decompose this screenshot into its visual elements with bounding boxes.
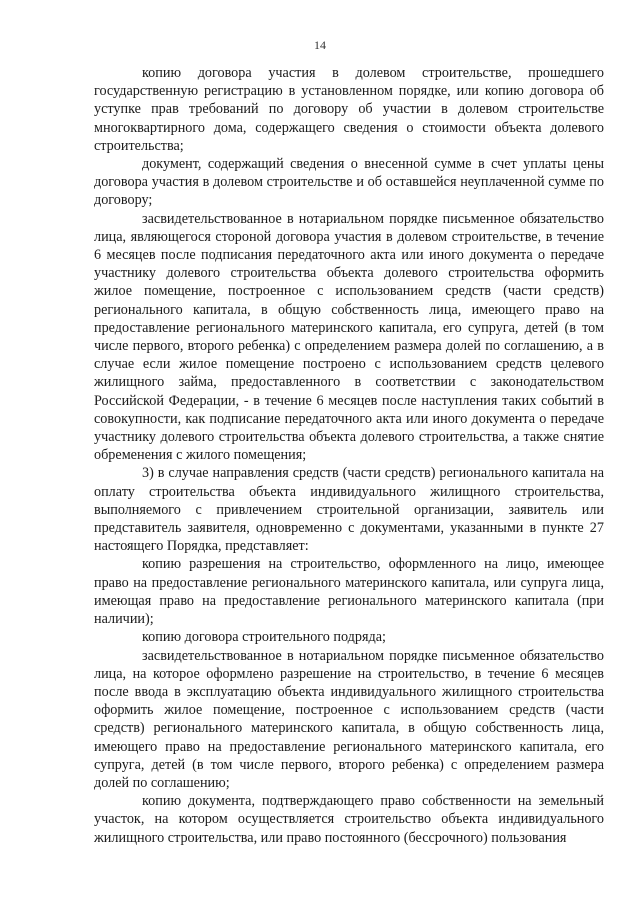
paragraph-land-ownership-document: копию документа, подтверждающего право собственности на земельный участок, на котором осуществляется строительство объекта индивидуального жилищного строительства, или право постоянного (бессрочного) пользования [94,793,604,846]
paragraph-payment-document: документ, содержащий сведения о внесенной сумме в счет уплаты цены договора участия в долевом строительстве и об оставшейся неуплаченной сумме по договору; [94,156,604,209]
page-number: 14 [314,38,326,52]
paragraph-item-3-individual-construction: 3) в случае направления средств (части средств) регионального капитала на оплату строительства объекта индивидуального жилищного строительства, выполняемого с привлечением строительной организации, заявитель или представитель заявителя, одновременно с документами, указанными в пункте 27 настоящего Порядка, представляет: [94,465,604,555]
paragraph-contract-copy: копию договора участия в долевом строительстве, прошедшего государственную регистрацию в установленном порядке, или копию договора об уступке прав требований по договору об участии в долевом строительстве многоквартирного дома, содержащего сведения о стоимости объекта долевого строительства; [94,65,604,154]
paragraph-building-permit-copy: копию разрешения на строительство, оформленного на лицо, имеющее право на предоставление регионального материнского капитала, или супруга лица, имеющая право на предоставление регионального материнского капитала (при наличии); [94,556,604,628]
document-body [94,64,604,847]
paragraph-notarized-obligation-individual: засвидетельствованное в нотариальном порядке письменное обязательство лица, на которое оформлено разрешение на строительство, в течение 6 месяцев после ввода в эксплуатацию объекта индивидуального жилищного строительства оформить жилое помещение, построенное с использованием средств (части средств) регионального материнского капитала, в общую собственность лица, имеющего право на предоставление регионального материнского капитала, его супруга, детей (в том числе первого, второго ребенка) с определением размера долей по соглашению; [94,647,604,791]
paragraph-construction-contract-copy: копию договора строительного подряда; [142,629,386,646]
paragraph-notarized-obligation-shared: засвидетельствованное в нотариальном порядке письменное обязательство лица, являющегося стороной договора участия в долевом строительстве, в течение 6 месяцев после подписания передаточного акта или иного документа о передаче участнику долевого строительства объекта долевого строительства оформить жилое помещение, построенное с использованием средств (части средств) регионального капитала, в общую собственность лица, имеющего право на предоставление регионального материнского капитала, его супруга, детей (в том числе первого, второго ребенка) с определением размера долей по соглашению, а в случае если жилое помещение построено с использованием средств целевого жилищного займа, предоставленного в соответствии с законодательством Российской Федерации, - в течение 6 месяцев после наступления таких событий в совокупности, как подписание передаточного акта или иного документа о передаче участнику долевого строительства объекта долевого строительства, а также снятие обременения с жилого помещения; [94,210,604,464]
